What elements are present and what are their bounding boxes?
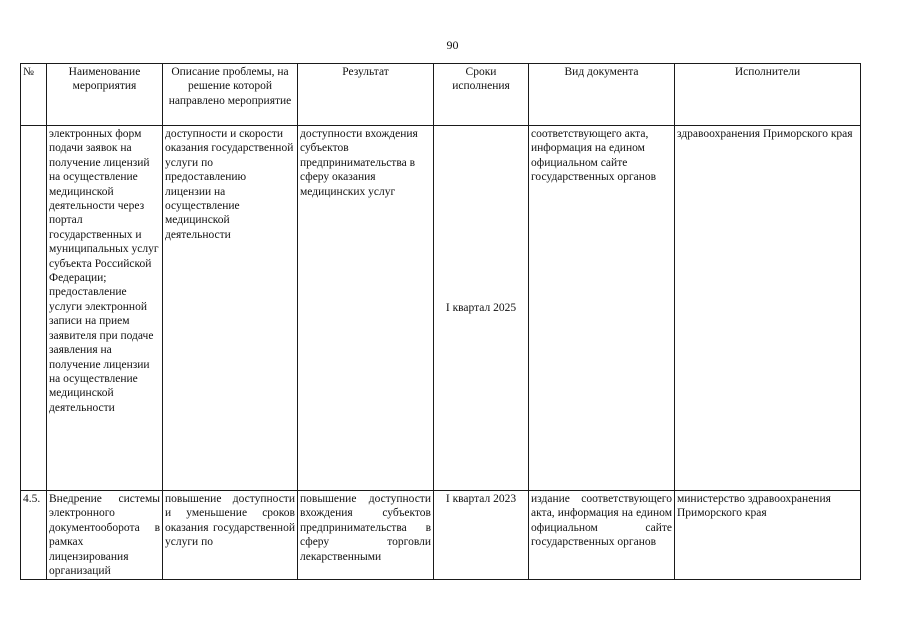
- cell-name: Внедрение системы электронного документооборота в рамках лицензирования организаций: [47, 491, 163, 580]
- cell-num: 4.5.: [21, 491, 47, 580]
- header-doc-type: Вид документа: [529, 64, 675, 126]
- page-number: 90: [446, 38, 459, 52]
- table-row: [21, 491, 861, 580]
- table-row: [21, 126, 861, 491]
- cell-deadline: I квартал 2023: [434, 491, 529, 580]
- cell-result: повышение доступности вхождения субъектов предпринимательства в сферу торговли лекарственными: [298, 491, 434, 580]
- cell-doc-type: соответствующего акта, информация на едином официальном сайте государственных органов: [529, 126, 675, 491]
- cell-problem: повышение доступности и уменьшение сроков оказания государственной услуги по: [163, 491, 298, 580]
- cell-executors: министерство здравоохранения Приморского края: [675, 491, 861, 580]
- cell-deadline: I квартал 2025: [434, 126, 529, 491]
- header-deadline: Сроки исполнения: [434, 64, 529, 126]
- header-num: №: [21, 64, 47, 126]
- header-executors: Исполнители: [675, 64, 861, 126]
- cell-result: доступности вхождения субъектов предпринимательства в сферу оказания медицинских услуг: [298, 126, 434, 491]
- measures-table: [20, 63, 861, 580]
- cell-name: электронных форм подачи заявок на получение лицензий на осуществление медицинской деятельности через портал государственных и муниципальных услуг субъекта Российской Федерации; предоставление услуги электронной записи на прием заявителя при подаче заявления на получение лицензии на осуществление медицинской деятельности: [47, 126, 163, 491]
- cell-doc-type: издание соответствующего акта, информация на едином официальном сайте государственных органов: [529, 491, 675, 580]
- table-header-row: [21, 64, 861, 126]
- header-result: Результат: [298, 64, 434, 126]
- cell-executors: здравоохранения Приморского края: [675, 126, 861, 491]
- header-name: Наименование мероприятия: [47, 64, 163, 126]
- cell-problem: доступности и скорости оказания государственной услуги по предоставлению лицензии на осуществление медицинской деятельности: [163, 126, 298, 491]
- cell-num: [21, 126, 47, 491]
- header-problem: Описание проблемы, на решение которой направлено мероприятие: [163, 64, 298, 126]
